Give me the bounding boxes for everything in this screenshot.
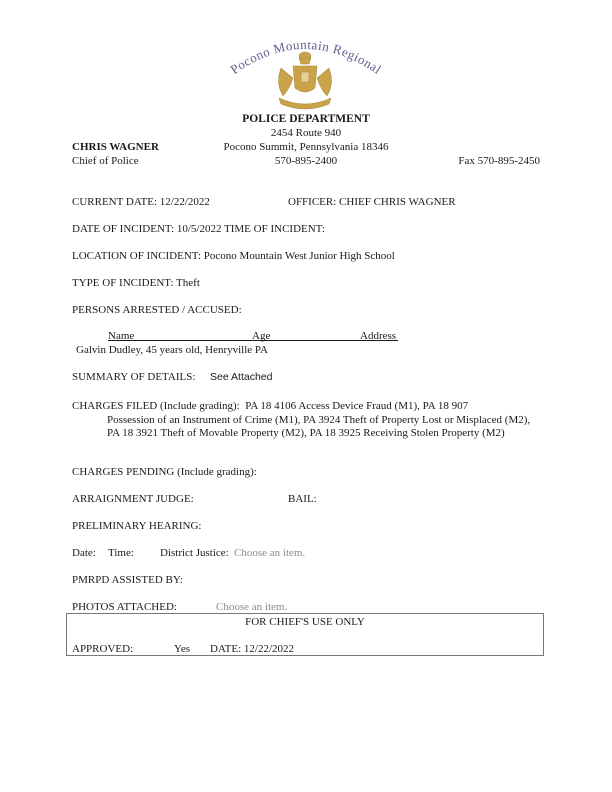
hearing-date-label: Date: <box>72 547 96 559</box>
department-fax: Fax 570-895-2450 <box>458 155 540 167</box>
district-justice-dropdown[interactable]: Choose an item. <box>234 547 306 559</box>
district-justice-label: District Justice: <box>160 547 229 559</box>
charges-first-line: PA 18 4106 Access Device Fraud (M1), PA 18 907 <box>245 400 469 412</box>
chiefs-use-title: FOR CHIEF'S USE ONLY <box>245 616 365 628</box>
preliminary-hearing: PRELIMINARY HEARING: <box>72 520 202 532</box>
seal-emblem-icon <box>278 52 331 109</box>
pmrpd-assisted-by: PMRPD ASSISTED BY: <box>72 574 183 586</box>
summary-label: SUMMARY OF DETAILS: <box>72 371 196 383</box>
current-date: CURRENT DATE: 12/22/2022 <box>72 196 210 208</box>
officer: OFFICER: CHIEF CHRIS WAGNER <box>288 196 456 208</box>
charges-pending: CHARGES PENDING (Include grading): <box>72 466 257 478</box>
charges-continued: Possession of an Instrument of Crime (M1), PA 3924 Theft of Property Lost or Misplaced (M2), PA 18 3921 Theft of Movable Property (M2), PA 18 3925 Receiving Stolen Property (M2) <box>107 413 531 439</box>
col-address: Address <box>360 330 397 342</box>
department-logo <box>215 28 395 116</box>
summary-value: See Attached <box>210 371 273 383</box>
charges-filed <box>72 400 542 441</box>
persons-arrested-label: PERSONS ARRESTED / ACCUSED: <box>72 304 242 316</box>
chief-title: Chief of Police <box>72 155 139 167</box>
charges-label: CHARGES FILED (Include grading): <box>72 400 240 412</box>
person-entry: Galvin Dudley, 45 years old, Henryville PA <box>76 344 268 356</box>
department-city: Pocono Summit, Pennsylvania 18346 <box>223 141 389 153</box>
bail: BAIL: <box>288 493 317 505</box>
col-age: Age <box>252 330 271 342</box>
department-phone: 570-895-2400 <box>274 155 338 167</box>
approved-date: DATE: 12/22/2022 <box>210 643 295 655</box>
photos-attached-dropdown[interactable]: Choose an item. <box>216 601 288 613</box>
chief-name: CHRIS WAGNER <box>72 141 159 153</box>
photos-attached-label: PHOTOS ATTACHED: <box>72 601 177 613</box>
arraignment-judge: ARRAIGNMENT JUDGE: <box>72 493 194 505</box>
hearing-time-label: Time: <box>108 547 134 559</box>
type-of-incident: TYPE OF INCIDENT: Theft <box>72 277 200 289</box>
approved-label: APPROVED: <box>72 643 134 655</box>
col-name: Name <box>108 330 135 342</box>
department-address: 2454 Route 940 <box>270 127 342 139</box>
logo-text: Pocono Mountain Regional <box>227 36 385 78</box>
date-of-incident: DATE OF INCIDENT: 10/5/2022 TIME OF INCIDENT: <box>72 223 325 235</box>
location-of-incident: LOCATION OF INCIDENT: Pocono Mountain West Junior High School <box>72 250 395 262</box>
approved-value: Yes <box>174 643 191 655</box>
department-title: POLICE DEPARTMENT <box>242 113 370 125</box>
